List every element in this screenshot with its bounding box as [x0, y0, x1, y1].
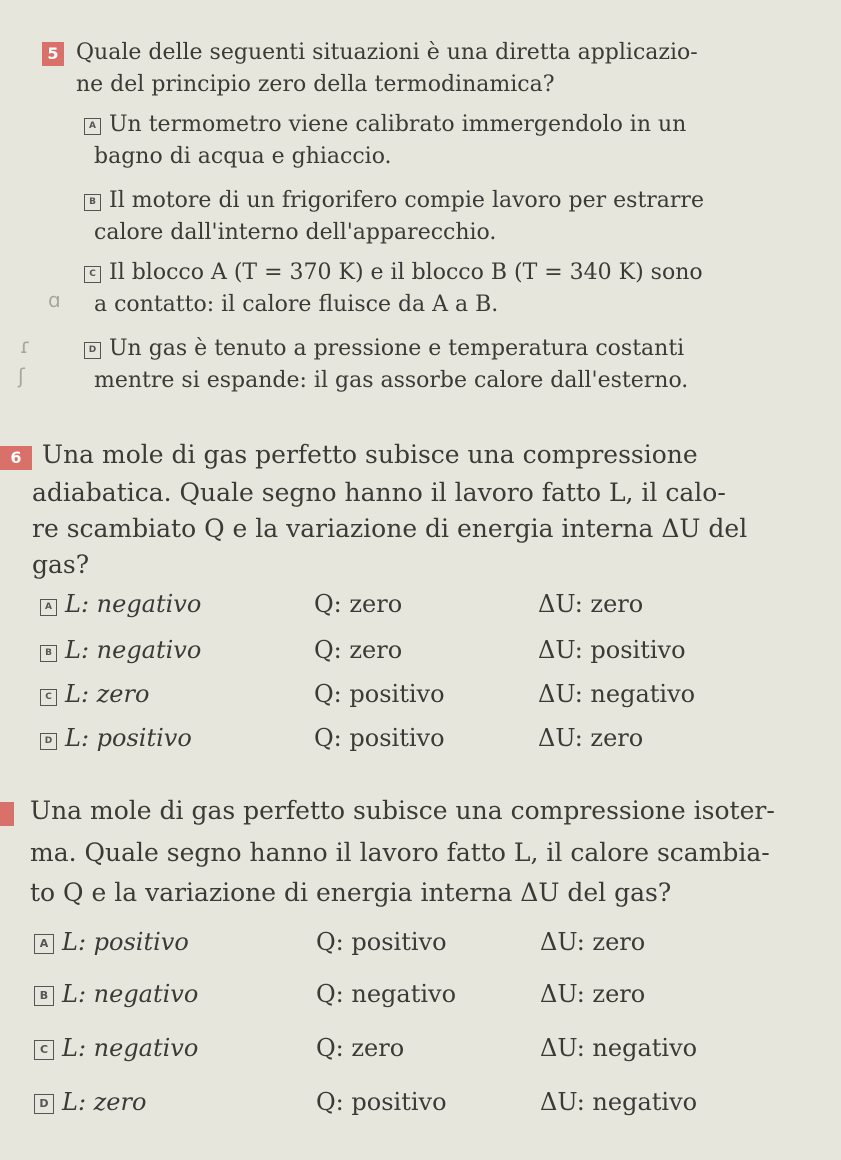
work-sign: L: negativo	[65, 636, 202, 664]
option-letter-box: A	[84, 118, 101, 135]
question-stem-line: ma. Quale segno hanno il lavoro fatto L, il calore scambia-	[30, 838, 770, 867]
option-b	[40, 636, 201, 664]
energy-change-sign: ΔU: zero	[538, 590, 644, 618]
option-d	[40, 724, 192, 752]
option-text: Il blocco A (T = 370 K) e il blocco B (T = 340 K) sono	[109, 260, 703, 285]
option-c	[84, 260, 703, 285]
option-b	[84, 188, 704, 213]
heat-sign: Q: zero	[316, 1034, 405, 1062]
work-sign: L: negativo	[62, 1034, 199, 1062]
heat-sign: Q: positivo	[316, 1088, 447, 1116]
option-b	[34, 980, 198, 1008]
work-sign: L: positivo	[62, 928, 189, 956]
option-text-continued: calore dall'interno dell'apparecchio.	[94, 220, 497, 245]
question-number-badge: 6	[0, 446, 32, 470]
option-text: Un gas è tenuto a pressione e temperatura costanti	[109, 336, 685, 361]
option-a	[84, 112, 686, 137]
question-stem-line: ne del principio zero della termodinamica?	[76, 72, 555, 97]
option-letter-box: C	[34, 1040, 54, 1060]
work-sign: L: negativo	[62, 980, 199, 1008]
option-letter-box: C	[84, 266, 101, 283]
option-a	[34, 928, 189, 956]
heat-sign: Q: negativo	[316, 980, 457, 1008]
energy-change-sign: ΔU: negativo	[540, 1034, 698, 1062]
heat-sign: Q: zero	[314, 590, 403, 618]
option-c	[34, 1034, 198, 1062]
option-d	[34, 1088, 146, 1116]
energy-change-sign: ΔU: zero	[538, 724, 644, 752]
option-text-continued: a contatto: il calore fluisce da A a B.	[94, 292, 499, 317]
heat-sign: Q: positivo	[314, 724, 445, 752]
option-text-continued: bagno di acqua e ghiaccio.	[94, 144, 392, 169]
question-stem-line: adiabatica. Quale segno hanno il lavoro fatto L, il calo-	[32, 478, 726, 507]
heat-sign: Q: positivo	[314, 680, 445, 708]
pencil-mark: ʃ	[18, 364, 25, 388]
pencil-mark: ɑ	[48, 288, 61, 312]
heat-sign: Q: zero	[314, 636, 403, 664]
question-stem-line: gas?	[32, 550, 90, 579]
work-sign: L: positivo	[65, 724, 192, 752]
energy-change-sign: ΔU: negativo	[538, 680, 696, 708]
work-sign: L: negativo	[65, 590, 202, 618]
option-letter-box: B	[40, 645, 57, 662]
work-sign: L: zero	[65, 680, 150, 708]
question-number-badge	[0, 802, 14, 826]
option-letter-box: D	[40, 733, 57, 750]
question-stem-line: Una mole di gas perfetto subisce una compressione	[42, 440, 698, 469]
option-letter-box: A	[34, 934, 54, 954]
question-stem-line: re scambiato Q e la variazione di energia interna ΔU del	[32, 514, 748, 543]
pencil-mark: ɾ	[20, 334, 31, 358]
option-c	[40, 680, 149, 708]
question-stem-line: Una mole di gas perfetto subisce una compressione isoter-	[30, 796, 775, 825]
energy-change-sign: ΔU: negativo	[540, 1088, 698, 1116]
question-stem-line: to Q e la variazione di energia interna ΔU del gas?	[30, 878, 672, 907]
option-letter-box: A	[40, 599, 57, 616]
option-letter-box: D	[84, 342, 101, 359]
option-text: Il motore di un frigorifero compie lavoro per estrarre	[109, 188, 704, 213]
work-sign: L: zero	[62, 1088, 147, 1116]
question-number-badge: 5	[42, 42, 64, 66]
option-text-continued: mentre si espande: il gas assorbe calore dall'esterno.	[94, 368, 689, 393]
option-a	[40, 590, 201, 618]
option-letter-box: B	[34, 986, 54, 1006]
energy-change-sign: ΔU: zero	[540, 928, 646, 956]
energy-change-sign: ΔU: zero	[540, 980, 646, 1008]
energy-change-sign: ΔU: positivo	[538, 636, 686, 664]
option-letter-box: B	[84, 194, 101, 211]
option-letter-box: C	[40, 689, 57, 706]
heat-sign: Q: positivo	[316, 928, 447, 956]
option-letter-box: D	[34, 1094, 54, 1114]
question-stem-line: Quale delle seguenti situazioni è una diretta applicazio-	[76, 40, 698, 65]
option-d	[84, 336, 684, 361]
option-text: Un termometro viene calibrato immergendolo in un	[109, 112, 687, 137]
